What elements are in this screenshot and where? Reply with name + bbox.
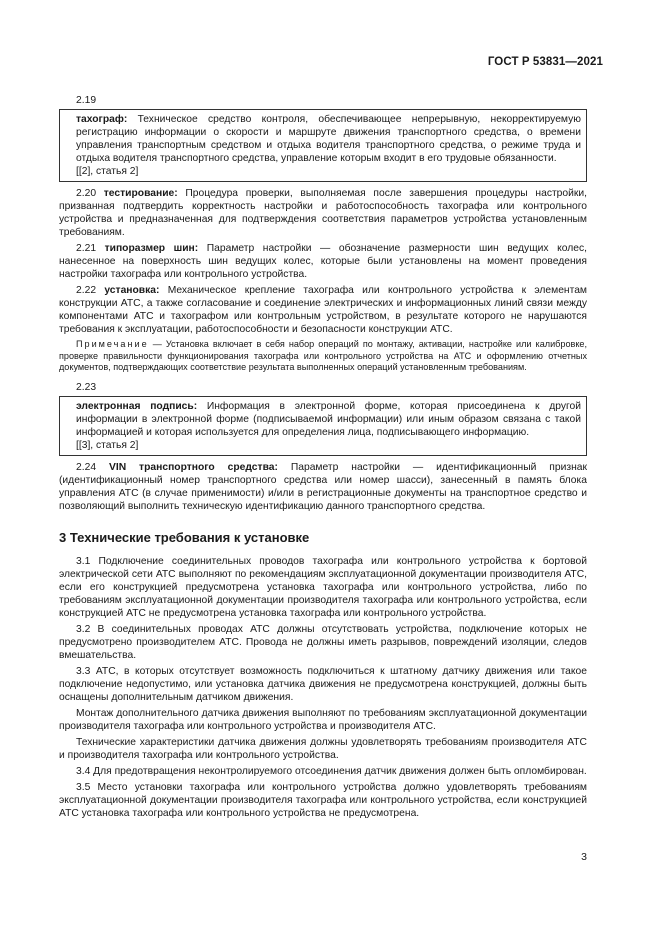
definition-2-23 [76, 400, 581, 439]
clause-number-2-21: 2.21 [76, 243, 105, 254]
paragraph-3-3: 3.3 АТС, в которых отсутствует возможность подключиться к штатному датчику движения или такое подключение недопустимо, или установка датчика движения не предусмотрена конструкцией, должны быть оснащены дополнительным датчиком движения. [59, 665, 587, 703]
paragraph-3-1: 3.1 Подключение соединительных проводов тахографа или контрольного устройства к бортовой электрической сети АТС выполняют по рекомендациям эксплуатационной документации производителя АТС, если его конструкцией предусмотрена установка тахографа или контрольного устройства, либо по требованиям эксплуатационной документации производителя тахографа или контрольного устройства, если конструкцией АТС не предусмотрена установка тахографа или контрольного устройства. [59, 555, 587, 619]
clause-number-2-22: 2.22 [76, 285, 105, 296]
definition-text-2-24: Параметр настройки — идентификационный признак (идентификационный номер транспортного средства или номер шасси), занесенный в память блока управления АТС (в случае применимости) и/или в регистрационные документы на транспортное средство и позволяющий выполнить техническую идентификацию данного транспортного средства. [59, 461, 587, 512]
clause-2-22 [59, 284, 587, 336]
note-text: — Установка включает в себя набор операций по монтажу, активации, настройке или калибровке, проверке правильности функционирования тахографа или контрольного устройства на АТС и оформлению отчетных документов, подтверждающих соответствие результата выполненных операций установленным требованиям. [59, 339, 587, 373]
definition-text-2-20: Процедура проверки, выполняемая после завершения процедуры настройки, призванная подтвердить корректность настройки и работоспособность тахографа или контрольного устройства и предназначенная для подтверждения соответствия параметров устройства установленным требованиям. [59, 188, 587, 238]
clause-2-21 [59, 242, 587, 281]
paragraph-3-5: 3.5 Место установки тахографа или контрольного устройства должно удовлетворять требованиям эксплуатационной документации производителя тахографа или контрольного устройства, если конструкцией АТС установка тахографа или контрольного устройства не предусмотрена. [59, 781, 587, 819]
definition-text-2-22: Механическое крепление тахографа или контрольного устройства к элементам конструкции АТС, а также согласование и соединение электрических и информационных линий связи между компонентами АТС и тахографом или контрольным устройством, в результате которого не нарушаются требования к эксплуатации, работоспособности и безопасности конструкции АТС. [59, 285, 588, 335]
section-3-heading: 3 Технические требования к установке [59, 529, 310, 545]
document-id-header: ГОСТ Р 53831—2021 [487, 56, 603, 68]
definition-text-2-19: Техническое средство контроля, обеспечивающее непрерывную, некорректируемую регистрацию информации о скорости и маршруте движения транспортного средства, о времени управления транспортным средством и отдыха водителя транспортного средства, о режиме труда и отдыха водителя транспортного средства, управление которым входит в его трудовые обязанности. [76, 114, 581, 164]
clause-number-2-19: 2.19 [76, 95, 97, 106]
page-content [59, 94, 587, 823]
term-2-24: VIN транспортного средства: [108, 461, 278, 473]
paragraph-3-3-mounting: Монтаж дополнительного датчика движения выполняют по требованиям эксплуатационной документации производителя тахографа или контрольного устройства и производителя АТС. [59, 707, 587, 732]
paragraph-3-4: 3.4 Для предотвращения неконтролируемого отсоединения датчик движения должен быть опломбирован. [76, 765, 587, 777]
definition-box-2-19 [59, 109, 587, 182]
paragraph-3-3-characteristics: Технические характеристики датчика движения должны удовлетворять требованиям производителя АТС и производителя тахографа или контрольного устройства. [59, 736, 587, 761]
clause-number-2-23: 2.23 [76, 381, 97, 393]
definition-text-2-23: Информация в электронной форме, которая присоединена к другой информации в электронной форме (подписываемой информации) или иным образом связана с такой информацией и которая используется для определения лица, подписывающего информацию. [76, 400, 581, 438]
definition-box-2-23 [59, 396, 587, 456]
clause-number-2-20: 2.20 [76, 188, 104, 199]
paragraph-3-2: 3.2 В соединительных проводах АТС должны отсутствовать устройства, подключение которых не предусмотрено производителем АТС. Провода не должны иметь разрывов, повреждений изоляции, следов вмешательства. [59, 623, 587, 661]
definition-text-2-21: Параметр настройки — обозначение размерности шин ведущих колес, нанесенное на поверхность шин ведущих колес, которые были установлены на момент проведения настройки тахографа или контрольного устройства. [59, 243, 587, 280]
note-label: Примечание [76, 339, 149, 349]
note-2-22 [59, 339, 587, 374]
page-number: 3 [581, 851, 587, 863]
term-2-23: электронная подпись: [76, 400, 198, 412]
reference-2-19: [[2], статья 2] [76, 166, 139, 177]
clause-number-2-24: 2.24 [76, 461, 109, 473]
definition-2-19 [76, 113, 581, 165]
reference-2-23: [[3], статья 2] [76, 439, 139, 451]
clause-2-24 [59, 461, 587, 513]
term-2-19: тахограф: [76, 114, 128, 125]
term-2-22: установка: [104, 285, 160, 296]
term-2-20: тестирование: [103, 188, 178, 199]
clause-2-20 [59, 187, 587, 239]
term-2-21: типоразмер шин: [104, 243, 199, 254]
